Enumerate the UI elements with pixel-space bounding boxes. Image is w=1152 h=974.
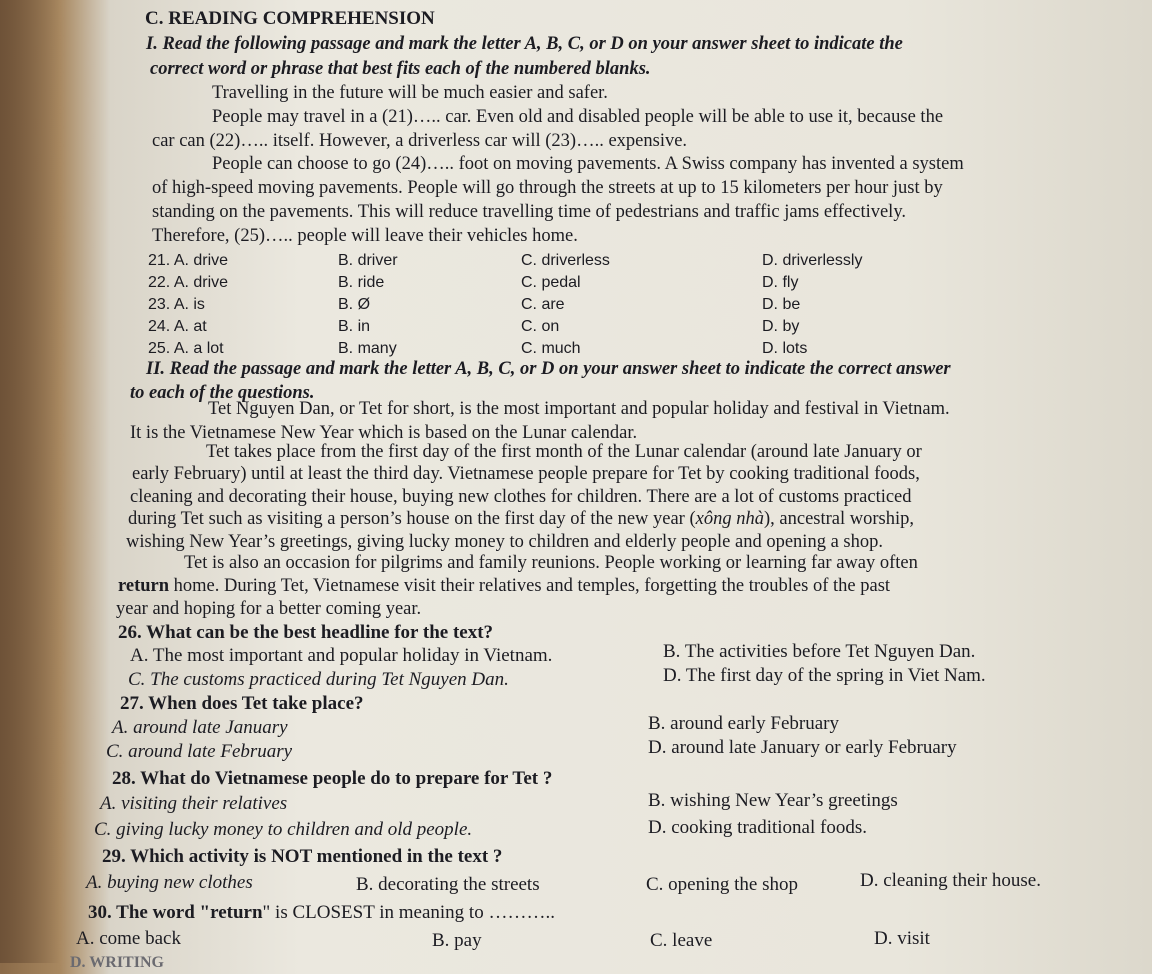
question-24-option-b: B. in: [338, 318, 371, 335]
part1-passage-line: Travelling in the future will be much easier and safer.: [212, 83, 608, 103]
question-29-option-a: A. buying new clothes: [86, 872, 253, 893]
part1-passage-line: of high-speed moving pavements. People will go through the streets at up to 15 kilometers per hour just by: [152, 178, 943, 198]
question-21-option-c: C. driverless: [521, 252, 610, 269]
question-25: 25. A. a lot: [148, 340, 224, 357]
question-29-option-c: C. opening the shop: [646, 874, 798, 895]
part2-passage-line: cleaning and decorating their house, buying new clothes for children. There are a lot of customs practiced: [130, 487, 912, 507]
question-26-stem: 26. What can be the best headline for the text?: [118, 622, 494, 643]
question-24-option-c: C. on: [521, 318, 560, 335]
part2-passage-line: during Tet such as visiting a person’s house on the first day of the new year (xông nhà), ancestral worship,: [128, 509, 914, 529]
part2-instruction-line2: to each of the questions.: [130, 383, 315, 403]
part2-passage-line: Tet takes place from the first day of the first month of the Lunar calendar (around late January or: [206, 442, 922, 462]
question-29-stem: 29. Which activity is NOT mentioned in the text ?: [102, 846, 503, 867]
question-22-option-b: B. ride: [338, 274, 385, 291]
question-24-option-d: D. by: [762, 318, 800, 335]
question-29-option-b: B. decorating the streets: [356, 874, 540, 895]
question-21: 21. A. drive: [148, 252, 229, 269]
question-25-option-d: D. lots: [762, 340, 808, 357]
question-26-option-a: A. The most important and popular holiday in Vietnam.: [130, 645, 553, 666]
question-30-option-a: A. come back: [76, 928, 181, 949]
part2-passage-line: wishing New Year’s greetings, giving lucky money to children and elderly people and opening a shop.: [126, 532, 883, 552]
question-24: 24. A. at: [148, 318, 207, 335]
part1-passage-line: People can choose to go (24)….. foot on moving pavements. A Swiss company has invented a system: [212, 154, 964, 174]
question-23-option-b: B. Ø: [338, 296, 371, 313]
part1-instruction-line2: correct word or phrase that best fits each of the numbered blanks.: [150, 59, 651, 79]
question-27-option-b: B. around early February: [648, 713, 839, 734]
question-27-option-a: A. around late January: [112, 717, 288, 738]
part2-passage-line: early February) until at least the third day. Vietnamese people prepare for Tet by cooking traditional foods,: [132, 464, 920, 484]
part1-instruction-line1: I. Read the following passage and mark the letter A, B, C, or D on your answer sheet to indicate the: [146, 34, 903, 54]
question-30-option-d: D. visit: [874, 928, 930, 949]
question-26-option-c: C. The customs practiced during Tet Nguyen Dan.: [128, 669, 509, 690]
question-28-option-b: B. wishing New Year’s greetings: [648, 790, 898, 811]
next-section-heading-cut: D. WRITING: [70, 954, 164, 971]
part2-passage-line: It is the Vietnamese New Year which is based on the Lunar calendar.: [130, 423, 638, 443]
question-23-option-c: C. are: [521, 296, 565, 313]
question-27-option-c: C. around late February: [106, 741, 293, 762]
question-21-option-d: D. driverlessly: [762, 252, 863, 269]
page-edge-shadow: [0, 0, 60, 963]
part1-passage-line: standing on the pavements. This will reduce travelling time of pedestrians and traffic jams effectively.: [152, 202, 906, 222]
question-30-option-b: B. pay: [432, 930, 482, 951]
question-28-option-c: C. giving lucky money to children and old people.: [94, 819, 473, 840]
question-26-option-b: B. The activities before Tet Nguyen Dan.: [663, 641, 976, 662]
question-22: 22. A. drive: [148, 274, 229, 291]
question-23-option-d: D. be: [762, 296, 801, 313]
part2-passage-line: return home. During Tet, Vietnamese visit their relatives and temples, forgetting the troubles of the past: [118, 576, 891, 596]
part1-passage-line: Therefore, (25)….. people will leave their vehicles home.: [152, 226, 578, 246]
question-21-option-b: B. driver: [338, 252, 398, 269]
question-30-option-c: C. leave: [650, 930, 713, 951]
question-28-option-d: D. cooking traditional foods.: [648, 817, 867, 838]
question-25-option-c: C. much: [521, 340, 581, 357]
question-22-option-d: D. fly: [762, 274, 799, 291]
question-28-option-a: A. visiting their relatives: [100, 793, 288, 814]
part2-passage-line: Tet is also an occasion for pilgrims and family reunions. People working or learning far away often: [184, 553, 918, 573]
question-29-option-d: D. cleaning their house.: [860, 870, 1041, 891]
question-25-option-b: B. many: [338, 340, 397, 357]
question-27-option-d: D. around late January or early February: [648, 737, 957, 758]
part2-instruction-line1: II. Read the passage and mark the letter A, B, C, or D on your answer sheet to indicate the correct answer: [146, 359, 951, 379]
section-title: C. READING COMPREHENSION: [145, 8, 435, 29]
part2-passage-line: year and hoping for a better coming year.: [116, 599, 422, 619]
part1-passage-line: People may travel in a (21)….. car. Even old and disabled people will be able to use it, because the: [212, 107, 944, 127]
question-23: 23. A. is: [148, 296, 205, 313]
part1-passage-line: car can (22)….. itself. However, a driverless car will (23)….. expensive.: [152, 131, 688, 151]
question-27-stem: 27. When does Tet take place?: [120, 693, 364, 714]
question-28-stem: 28. What do Vietnamese people do to prepare for Tet ?: [112, 768, 553, 789]
question-30-stem: 30. The word "return" is CLOSEST in meaning to ………..: [88, 902, 555, 923]
question-26-option-d: D. The first day of the spring in Viet Nam.: [663, 665, 986, 686]
part2-passage-line: Tet Nguyen Dan, or Tet for short, is the most important and popular holiday and festival in Vietnam.: [208, 399, 950, 419]
question-22-option-c: C. pedal: [521, 274, 581, 291]
